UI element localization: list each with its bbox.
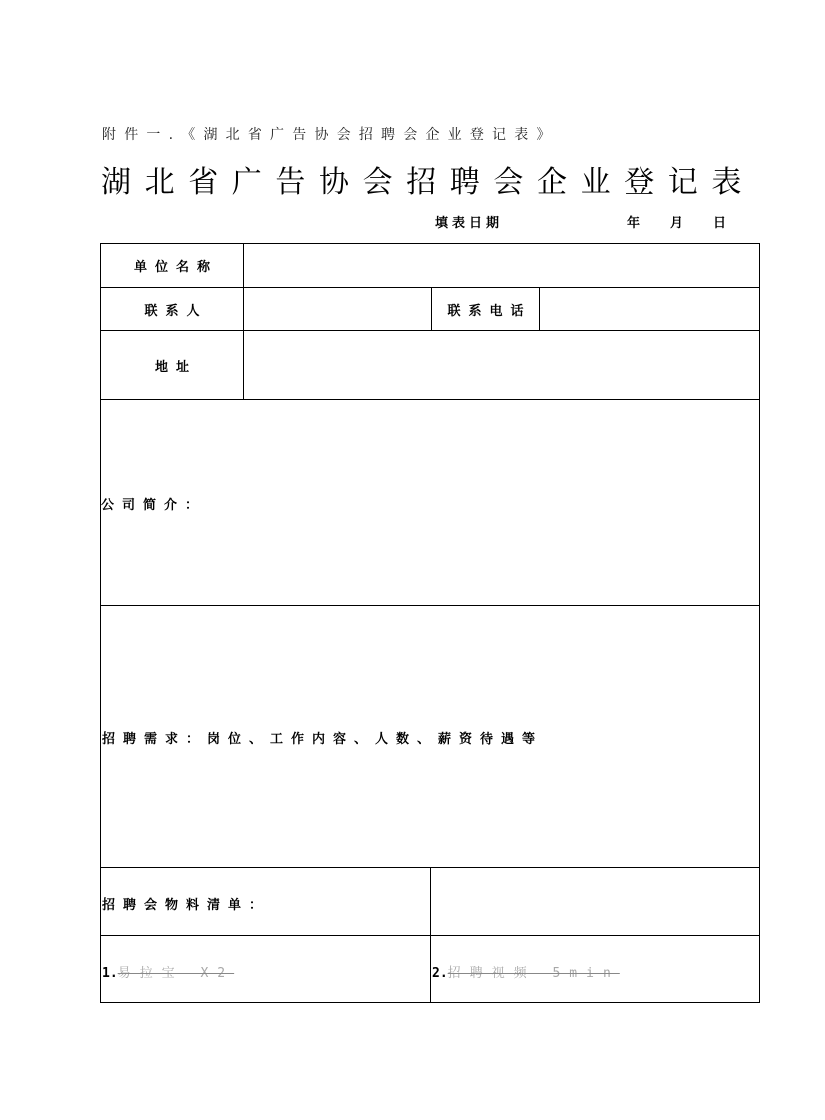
company-intro-field[interactable] (100, 399, 760, 606)
date-year-label: 年 (627, 216, 641, 231)
materials-item (432, 962, 620, 981)
materials-item-text: 易拉宝 X2 (117, 966, 235, 981)
date-month-label: 月 (670, 216, 684, 231)
materials-item-cell-2[interactable] (430, 935, 760, 1003)
materials-label: 招聘会物料清单： (102, 898, 271, 913)
address-field[interactable] (243, 330, 760, 400)
fill-date-label: 填表日期 (435, 216, 504, 231)
company-name-label: 单位名称 (133, 260, 218, 275)
materials-label-cell (100, 867, 431, 936)
company-name-label-cell (100, 243, 244, 288)
contact-person-label-cell (100, 287, 244, 331)
recruitment-needs-label: 招聘需求：岗位、工作内容、人数、薪资待遇等 (102, 732, 544, 747)
company-name-field[interactable] (243, 243, 760, 288)
attachment-line: 附件一.《湖北省广告协会招聘会企业登记表》 (102, 127, 559, 143)
contact-phone-label-cell (431, 287, 540, 331)
address-label: 地址 (154, 359, 197, 375)
contact-person-field[interactable] (243, 287, 432, 331)
contact-person-label: 联系人 (144, 303, 208, 319)
company-intro-label: 公司简介： (101, 498, 207, 513)
materials-item-number: 1. (102, 966, 118, 981)
materials-item-cell-1[interactable] (100, 935, 431, 1003)
materials-extra-field[interactable] (430, 867, 760, 936)
date-day-label: 日 (713, 216, 727, 231)
materials-item-text: 招聘视频 5min (447, 966, 620, 981)
contact-phone-label: 联系电话 (447, 303, 532, 319)
contact-phone-field[interactable] (539, 287, 760, 331)
address-label-cell (100, 330, 244, 400)
materials-item-number: 2. (432, 966, 448, 981)
recruitment-needs-field[interactable] (100, 605, 760, 868)
page-title: 湖北省广告协会招聘会企业登记表 (101, 165, 755, 200)
materials-item (102, 962, 234, 981)
